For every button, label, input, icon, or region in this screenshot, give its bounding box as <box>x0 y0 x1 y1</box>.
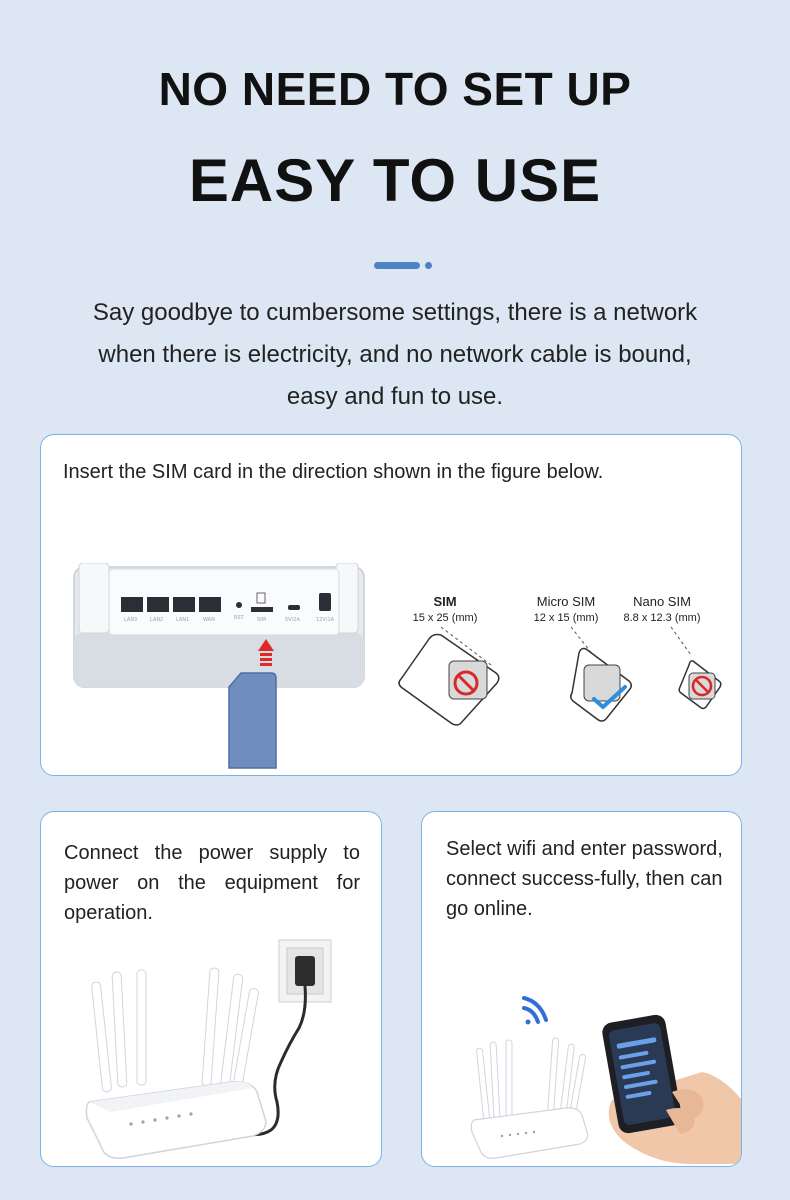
divider-dot <box>425 262 432 269</box>
intro-paragraph <box>40 292 750 418</box>
port-label-dc: 12V/1A <box>316 617 335 623</box>
hand-holding-phone <box>601 1013 742 1164</box>
port-label-rst: RST <box>234 615 244 621</box>
port-label-usb: 5V/2A <box>285 617 300 623</box>
intro-line: when there is electricity, and no network cable is bound, <box>98 341 692 368</box>
power-instruction-text: Connect the power supply to power on the equipment for operation. <box>64 842 360 924</box>
sim-type-standard: SIM <box>433 594 457 609</box>
sim-size-micro: 12 x 15 (mm) <box>533 612 599 624</box>
wifi-instruction-text: Select wifi and enter password, connect success-fully, then can go online. <box>446 838 723 920</box>
sim-instruction-text: Insert the SIM card in the direction shown in the figure below. <box>63 461 604 483</box>
router-phone-illustration <box>462 980 742 1166</box>
port-label-lan3: LAN3 <box>124 617 138 623</box>
sim-card-icon <box>229 673 276 768</box>
power-instruction-card <box>40 811 382 1167</box>
sim-size-standard: 15 x 25 (mm) <box>412 612 478 624</box>
intro-line: Say goodbye to cumbersome settings, there is a network <box>92 299 698 326</box>
sim-type-nano: Nano SIM <box>633 594 691 609</box>
wifi-icon <box>524 998 546 1025</box>
port-label-lan1: LAN1 <box>176 617 190 623</box>
standard-sim-shape <box>399 635 499 726</box>
sim-size-nano: 8.8 x 12.3 (mm) <box>623 612 701 624</box>
router-back-panel-illustration <box>71 563 371 773</box>
port-label-wan: WAN <box>203 617 215 623</box>
micro-sim-shape <box>571 649 632 722</box>
heading-line-2: EASY TO USE <box>188 147 602 214</box>
port-label-sim: SIM <box>257 617 266 623</box>
sim-instruction-card <box>40 434 742 776</box>
intro-line: easy and fun to use. <box>286 383 504 410</box>
port-label-lan2: LAN2 <box>150 617 164 623</box>
sim-type-micro: Micro SIM <box>536 594 596 609</box>
divider-bar <box>374 262 420 269</box>
sim-size-comparison <box>381 625 731 735</box>
wifi-instruction-card <box>421 811 742 1167</box>
heading-line-1: NO NEED TO SET UP <box>158 63 632 115</box>
router-power-illustration <box>81 932 381 1162</box>
